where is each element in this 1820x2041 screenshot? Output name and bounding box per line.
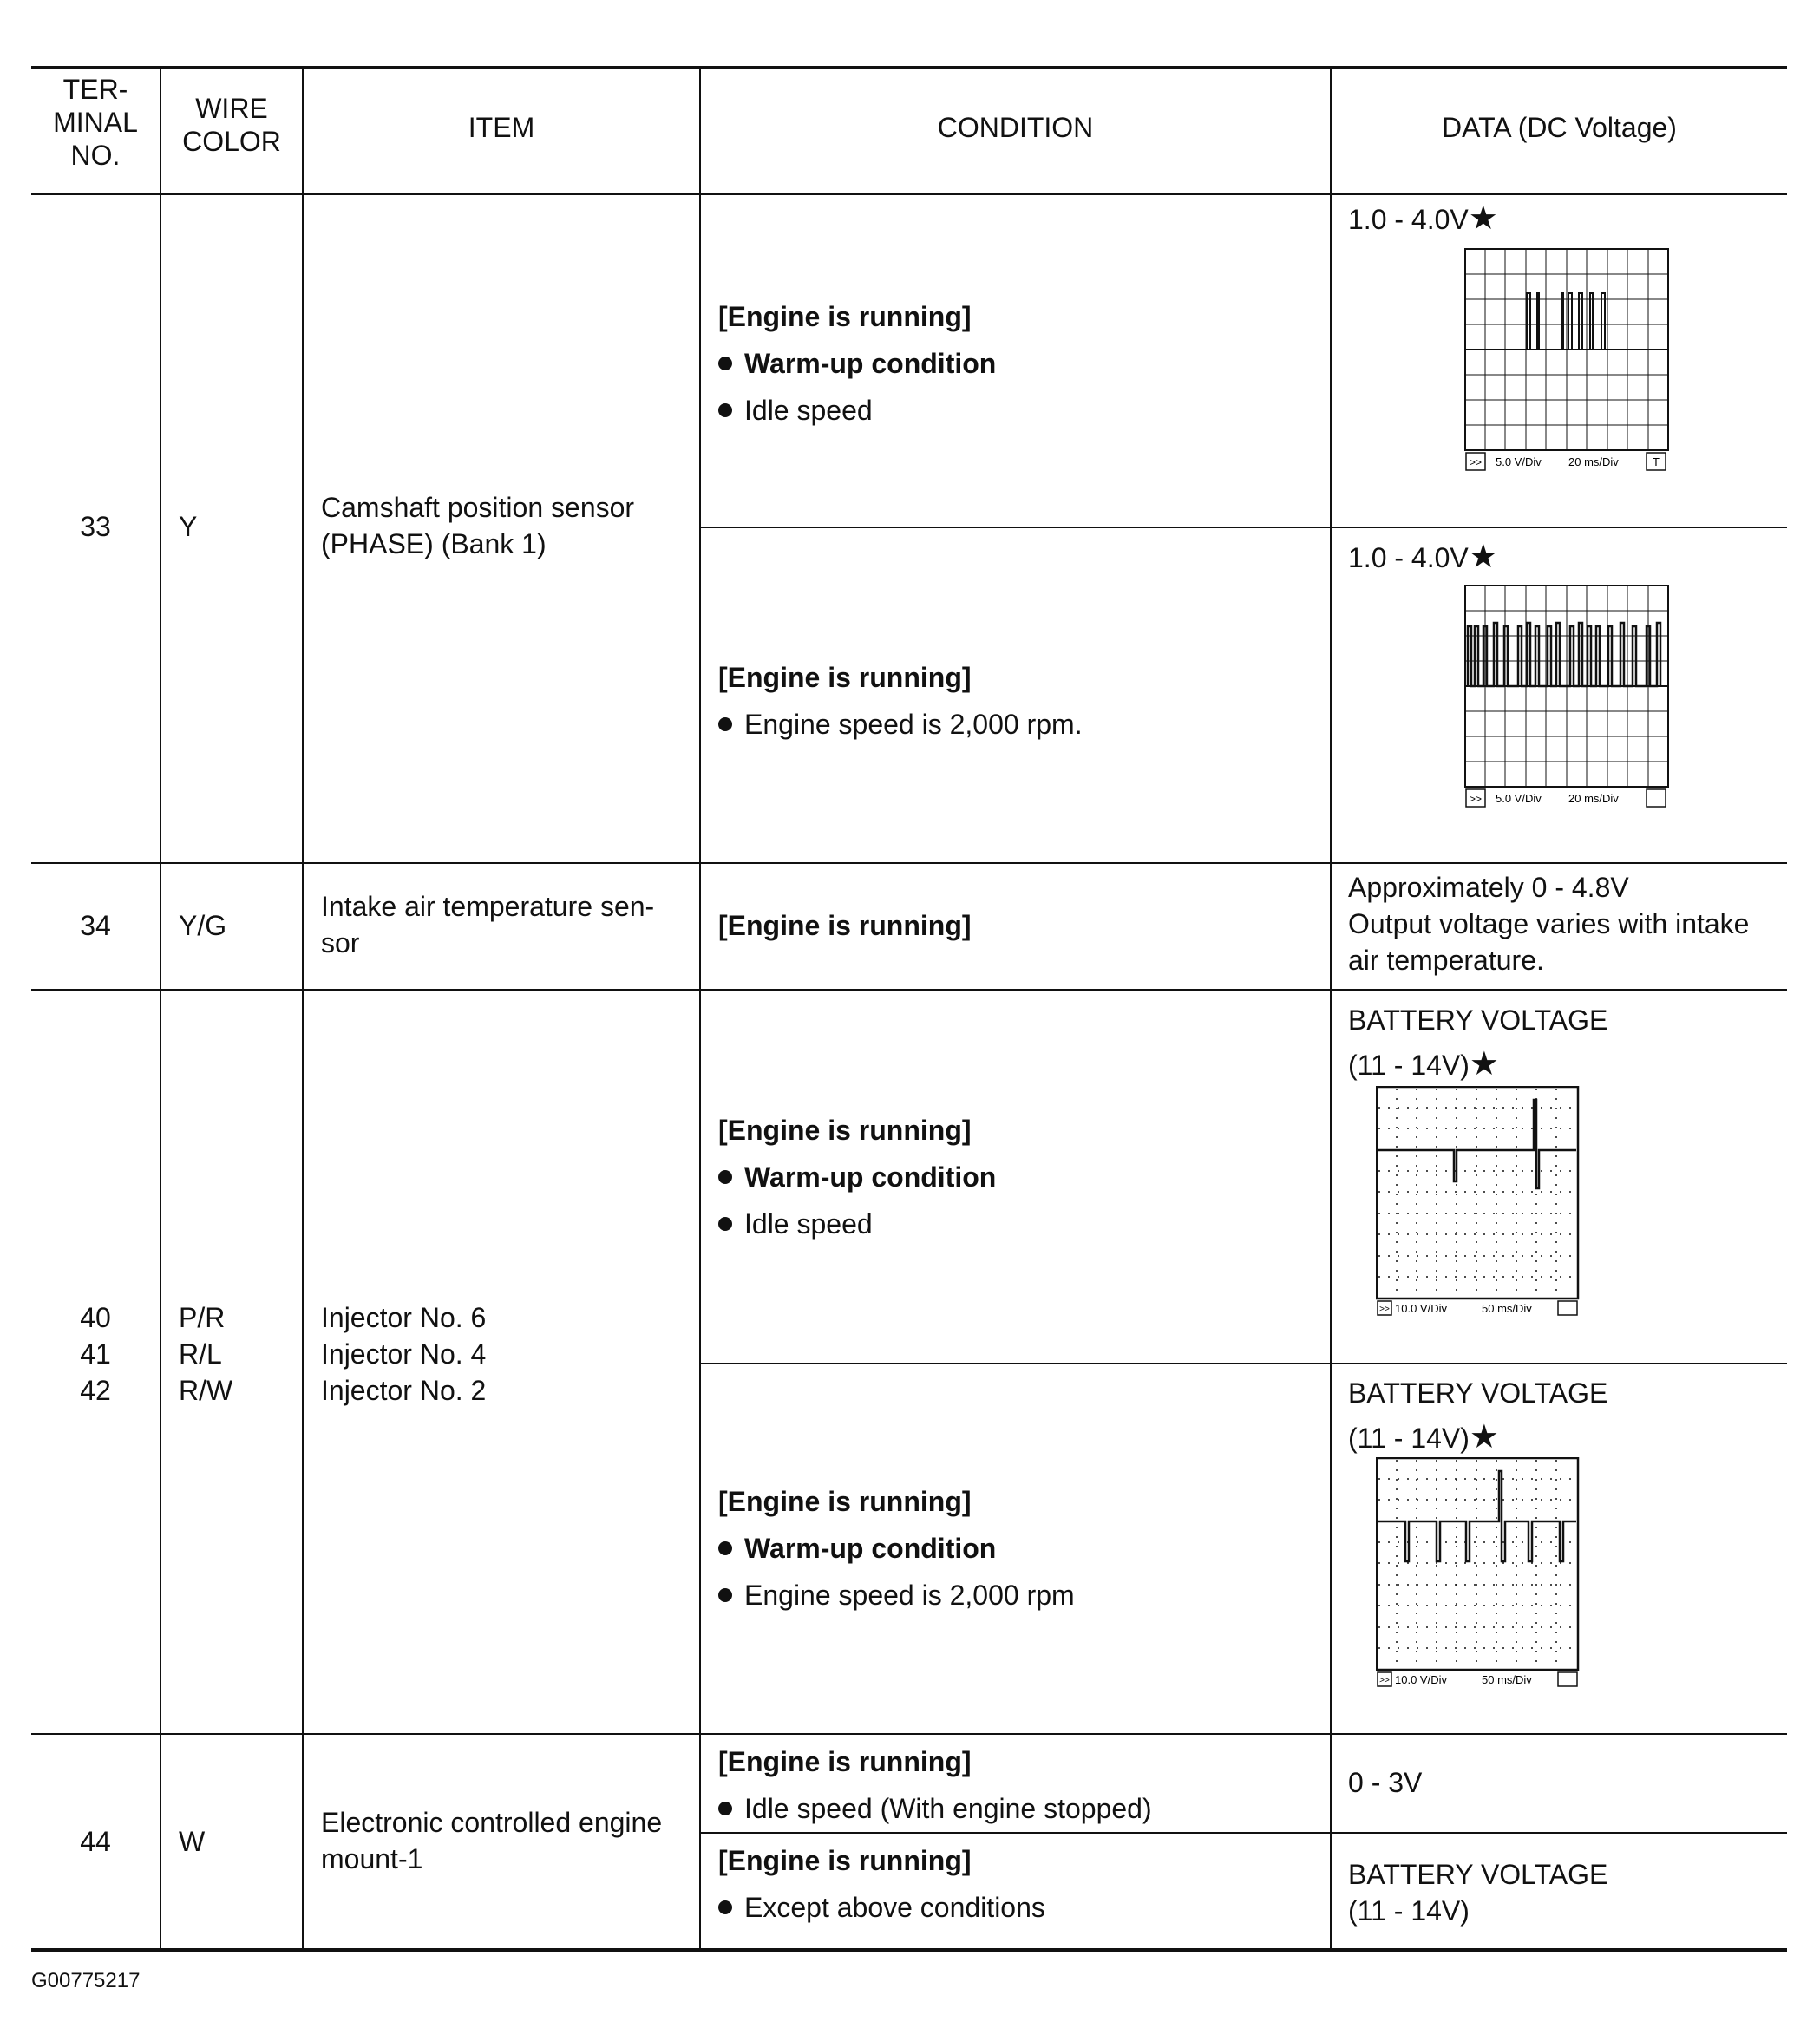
bullet-text: Warm-up condition (744, 1533, 997, 1564)
header-bottom-rule (31, 193, 1787, 195)
header-condition: CONDITION (937, 112, 1094, 143)
condition-40-b-bullet1 (718, 1525, 1075, 1572)
condition-40-b-heading: [Engine is running] (718, 1486, 972, 1517)
wire-33: Y (179, 511, 198, 542)
data-33-b (1348, 540, 1498, 576)
wire-44: W (179, 1826, 206, 1857)
terminal-33: 33 (80, 511, 111, 542)
data-34-line1: Approximately 0 - 4.8V (1348, 872, 1629, 903)
row-34-bottom-rule (31, 989, 1787, 991)
star-icon: ★ (1469, 1046, 1499, 1083)
item-44-line2: mount-1 (321, 1843, 423, 1874)
scope-arrow-label: >> (1469, 456, 1483, 468)
bullet-text: Except above conditions (744, 1892, 1045, 1923)
condition-40-a-bullet2 (718, 1200, 996, 1247)
data-44-b (1348, 1856, 1607, 1929)
data-40-a-line2: (11 - 14V) (1348, 1050, 1470, 1081)
item-33-line1: Camshaft position sensor (321, 492, 635, 523)
data-34 (1348, 869, 1749, 978)
bullet-icon (718, 1170, 732, 1184)
bullet-text: Warm-up condition (744, 348, 997, 379)
oscilloscope-40-b (1376, 1457, 1581, 1688)
row-40-sub-rule (701, 1363, 1787, 1364)
header-terminal-line2: MINAL (53, 107, 138, 138)
data-44-b-line2: (11 - 14V) (1348, 1895, 1470, 1927)
waveform-33-idle (1464, 248, 1669, 474)
item-34-line2: sor (321, 927, 360, 958)
terminal-40: 40 (80, 1302, 111, 1333)
header-item: ITEM (468, 112, 535, 143)
terminal-34: 34 (80, 910, 111, 941)
star-icon: ★ (1468, 200, 1498, 237)
item-44-line1: Electronic controlled engine (321, 1807, 663, 1838)
header-wire-line1: WIRE (195, 93, 268, 124)
bullet-text: Idle speed (744, 395, 873, 426)
terminal-42: 42 (80, 1375, 111, 1406)
wire-42: R/W (179, 1375, 233, 1406)
condition-44-b-heading: [Engine is running] (718, 1845, 972, 1876)
row-40-bottom-rule (31, 1733, 1787, 1735)
wiring-data-table (31, 66, 1787, 1952)
header-wire-color (161, 92, 302, 158)
row-33-sub-rule (701, 527, 1787, 528)
scope-volt-scale: 5.0 V/Div (1496, 455, 1542, 468)
header-terminal-line1: TER- (62, 74, 128, 105)
col-rule-condition (1330, 66, 1332, 1952)
scope-time-scale: 50 ms/Div (1482, 1673, 1532, 1686)
star-icon: ★ (1469, 1419, 1499, 1456)
condition-40-b (718, 1478, 1075, 1619)
oscilloscope-33-a (1464, 248, 1669, 474)
item-injector-2: Injector No. 2 (321, 1375, 487, 1406)
item-34-line1: Intake air temperature sen- (321, 891, 655, 922)
condition-33-a-bullet1 (718, 340, 996, 387)
condition-44-a (718, 1738, 1152, 1832)
condition-44-b (718, 1837, 1045, 1931)
scope-trigger-label: T (1653, 455, 1660, 468)
header-wire-line2: COLOR (182, 126, 281, 157)
item-44 (321, 1804, 662, 1877)
oscilloscope-40-a (1376, 1086, 1581, 1317)
scope-arrow-label: >> (1379, 1676, 1390, 1685)
col-rule-terminal (160, 66, 161, 1952)
terminal-40-42 (31, 1299, 160, 1409)
scope-time-scale: 20 ms/Div (1568, 792, 1619, 805)
data-33-b-value: 1.0 - 4.0V (1348, 542, 1469, 573)
condition-44-a-heading: [Engine is running] (718, 1746, 972, 1777)
item-34 (321, 888, 654, 961)
bullet-icon (718, 1588, 732, 1602)
bullet-text: Idle speed (With engine stopped) (744, 1793, 1152, 1824)
condition-40-a-bullet1 (718, 1154, 996, 1200)
terminal-44: 44 (80, 1826, 111, 1857)
item-injector-6: Injector No. 6 (321, 1302, 487, 1333)
table-bottom-rule (31, 1948, 1787, 1952)
data-40-a-line1: BATTERY VOLTAGE (1348, 1004, 1608, 1036)
condition-40-a-heading: [Engine is running] (718, 1115, 972, 1146)
bullet-icon (718, 403, 732, 417)
scope-time-scale: 50 ms/Div (1482, 1302, 1532, 1315)
waveform-33-2000rpm (1464, 585, 1669, 810)
star-icon: ★ (1468, 539, 1498, 575)
data-33-a (1348, 201, 1498, 238)
item-injector-4: Injector No. 4 (321, 1338, 487, 1370)
data-40-b (1348, 1370, 1607, 1461)
scope-volt-scale: 10.0 V/Div (1395, 1673, 1447, 1686)
item-40-42 (321, 1299, 486, 1409)
oscilloscope-33-b (1464, 585, 1669, 810)
header-data: DATA (DC Voltage) (1442, 112, 1677, 143)
scope-time-scale: 20 ms/Div (1568, 455, 1619, 468)
scope-arrow-label: >> (1379, 1305, 1390, 1314)
bullet-text: Engine speed is 2,000 rpm (744, 1580, 1075, 1611)
data-44-b-line1: BATTERY VOLTAGE (1348, 1859, 1608, 1890)
item-33 (321, 489, 634, 562)
header-terminal-line3: NO. (70, 140, 121, 171)
col-rule-item (699, 66, 701, 1952)
item-33-line2: (PHASE) (Bank 1) (321, 528, 547, 559)
bullet-icon (718, 717, 732, 731)
bullet-text: Warm-up condition (744, 1161, 997, 1193)
data-40-b-line1: BATTERY VOLTAGE (1348, 1377, 1608, 1409)
condition-44-a-bullet1 (718, 1785, 1152, 1832)
condition-33-b (718, 654, 1083, 748)
header-terminal (31, 73, 160, 172)
condition-40-b-bullet2 (718, 1572, 1075, 1619)
scope-volt-scale: 5.0 V/Div (1496, 792, 1542, 805)
terminal-41: 41 (80, 1338, 111, 1370)
bullet-icon (718, 357, 732, 370)
bullet-icon (718, 1802, 732, 1815)
waveform-injector-2000rpm (1376, 1457, 1581, 1688)
wire-40: P/R (179, 1302, 226, 1333)
bullet-icon (718, 1541, 732, 1555)
wire-41: R/L (179, 1338, 222, 1370)
row-44-sub-rule (701, 1832, 1787, 1834)
scope-volt-scale: 10.0 V/Div (1395, 1302, 1447, 1315)
data-33-a-value: 1.0 - 4.0V (1348, 204, 1469, 235)
condition-33-a-bullet2 (718, 387, 996, 434)
wire-34: Y/G (179, 910, 227, 941)
data-34-line3: air temperature. (1348, 945, 1544, 976)
condition-33-a (718, 293, 996, 434)
bullet-text: Idle speed (744, 1208, 873, 1240)
condition-33-b-heading: [Engine is running] (718, 662, 972, 693)
waveform-injector-idle (1376, 1086, 1581, 1317)
condition-34: [Engine is running] (718, 910, 972, 941)
condition-33-b-bullet1 (718, 701, 1083, 748)
condition-44-b-bullet1 (718, 1884, 1045, 1931)
data-44-a: 0 - 3V (1348, 1767, 1423, 1798)
col-rule-wire (302, 66, 304, 1952)
condition-40-a (718, 1107, 996, 1247)
scope-arrow-label: >> (1469, 793, 1483, 805)
bullet-icon (718, 1217, 732, 1231)
figure-code: G00775217 (31, 1969, 141, 1992)
data-40-b-line2: (11 - 14V) (1348, 1423, 1470, 1454)
table-top-rule (31, 66, 1787, 69)
bullet-icon (718, 1900, 732, 1914)
data-34-line2: Output voltage varies with intake (1348, 908, 1750, 939)
bullet-text: Engine speed is 2,000 rpm. (744, 709, 1083, 740)
condition-33-a-heading: [Engine is running] (718, 301, 972, 332)
wire-40-42 (179, 1299, 232, 1409)
row-33-bottom-rule (31, 862, 1787, 864)
data-40-a (1348, 998, 1607, 1088)
